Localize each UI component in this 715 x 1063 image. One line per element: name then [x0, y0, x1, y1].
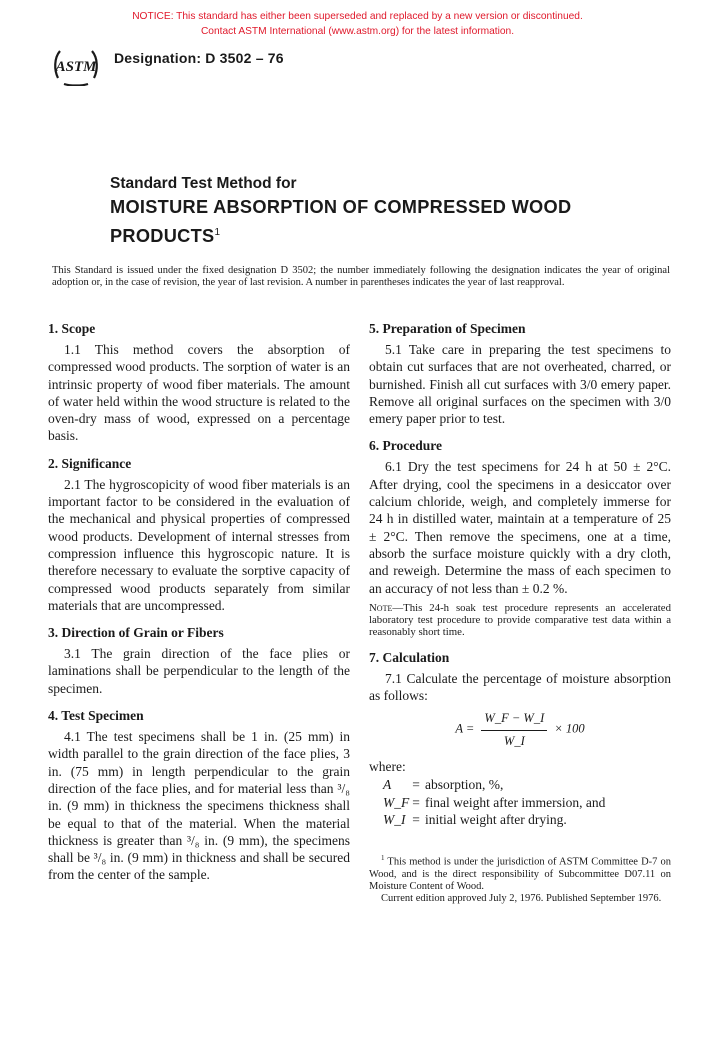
section-paragraph: 6.1 Dry the test specimens for 24 h at 50 ± 2°C. After drying, cool the specimens in a desiccator over calcium chloride, weigh, and completely immerse for 24 h in distilled water, maintain at a temperature of 25 ± 2°C. Then remove the specimens, one at a time, absorb the surface moisture quickly with a dry cloth, and reweigh. Determine the mass of each specimen to an accuracy of not less than ± 0.2 %.: [369, 459, 671, 596]
logo-text: ASTM: [55, 59, 97, 75]
formula-rhs: × 100: [554, 722, 585, 737]
note-label: Note: [369, 601, 393, 614]
superseded-notice: [0, 9, 715, 39]
section-paragraph: 2.1 The hygroscopicity of wood fiber materials is an important factor to be considered in the evaluation of the mechanical and physical properties of compressed wood products. Development of internal stresses from compression influence this hygroscopic nature. It is therefore necessary to evaluate the sorptive capacity of compressed wood products separately from similar materials that are uncompressed.: [48, 476, 350, 613]
variable-description: final weight after immersion, and: [425, 794, 606, 810]
designation: Designation: D 3502 – 76: [114, 50, 284, 66]
variable-symbol: W_I: [383, 811, 406, 827]
variable-row: [383, 776, 671, 793]
section-paragraph: 4.1 The test specimens shall be 1 in. (25 mm) in width parallel to the grain direction of the face plies, 3 in. (75 mm) in length perpendicular to the grain direction of the face plies, and for material less than ³/₈ in. (9 mm) in thickness the specimens thickness shall be equal to that of the material. When the material thickness is greater than ³/₈ in. (9 mm), the specimens shall be ³/₈ in. (9 mm) in thickness and shall be secured from the center of the sample.: [48, 729, 350, 883]
formula-lhs: A =: [455, 722, 475, 737]
procedure-note: [369, 602, 671, 639]
variable-symbol: W_F: [383, 794, 410, 810]
section-heading: 4. Test Specimen: [48, 708, 144, 724]
section-paragraph: 1.1 This method covers the absorption of compressed wood products. The sorption of water is an intrinsic property of wood fiber materials. The amount of water held within the wood structure is related to the oven-dry mass of wood, expressed on a percentage basis.: [48, 342, 350, 444]
note-text: —This 24-h soak test procedure represents an accelerated laboratory test procedure to provide comparative test data within a reasonably short time.: [369, 601, 671, 639]
section-scope: [48, 320, 350, 445]
absorption-formula: [369, 710, 671, 750]
section-paragraph: 3.1 The grain direction of the face plies or laminations shall be perpendicular to the length of the specimen.: [48, 646, 350, 696]
section-test-specimen: [48, 707, 350, 884]
section-significance: [48, 455, 350, 614]
left-column: [48, 320, 350, 894]
formula-fraction: [481, 710, 547, 750]
formula-numerator: W_F − W_I: [481, 710, 547, 730]
title-line-2: [110, 220, 571, 249]
preamble: This Standard is issued under the fixed designation D 3502; the number immediately following the designation indicates the year of original adoption or, in the case of revision, the year of last revision. A number in parentheses indicates the year of last reapproval.: [52, 265, 670, 288]
footnote-mark: 1: [381, 854, 385, 863]
title-footnote-mark: 1: [214, 227, 221, 238]
section-heading: 5. Preparation of Specimen: [369, 321, 526, 336]
section-preparation: [369, 320, 671, 427]
formula-denominator: W_I: [503, 733, 525, 748]
section-procedure: [369, 437, 671, 638]
notice-line-1: NOTICE: This standard has either been superseded and replaced by a new version or discontinued.: [132, 11, 583, 22]
astm-logo-icon: [52, 44, 100, 86]
section-heading: 7. Calculation: [369, 649, 450, 665]
where-label: where:: [369, 758, 406, 774]
variable-symbol: A: [383, 777, 392, 793]
title-prefix: Standard Test Method for: [110, 175, 297, 192]
footnote-text: [369, 852, 671, 893]
section-heading: 2. Significance: [48, 455, 132, 471]
right-column: [369, 320, 671, 905]
notice-line-2[interactable]: Contact ASTM International (www.astm.org) for the latest information.: [200, 26, 515, 37]
footnote-body: This method is under the jurisdiction of ASTM Committee D-7 on Wood, and is the direct responsibility of Subcommittee D07.11 on Moisture Content of Wood.: [369, 856, 672, 893]
variable-row: [383, 794, 671, 811]
section-heading: 3. Direction of Grain or Fibers: [48, 625, 224, 641]
variable-row: [383, 811, 671, 828]
variable-equals: =: [412, 777, 420, 793]
title-line-1: MOISTURE ABSORPTION OF COMPRESSED WOOD: [110, 197, 572, 217]
section-direction: [48, 624, 350, 697]
variable-equals: =: [412, 811, 420, 827]
section-paragraph: 5.1 Take care in preparing the test specimens to obtain cut surfaces that are not overheated, charred, or burnished. Finish all cut surfaces with 3/0 emery paper. Remove all original surfaces on the specimen with 3/0 emery paper prior to test.: [369, 342, 671, 427]
variable-description: absorption, %,: [425, 777, 504, 793]
document-title: [110, 173, 571, 249]
section-heading: 1. Scope: [48, 321, 96, 336]
variable-description: initial weight after drying.: [425, 811, 567, 827]
section-calculation: [369, 649, 671, 828]
section-paragraph: 7.1 Calculate the percentage of moisture absorption as follows:: [369, 670, 671, 704]
section-heading: 6. Procedure: [369, 438, 442, 454]
footnote-edition: Current edition approved July 2, 1976. Published September 1976.: [381, 893, 662, 905]
variable-equals: =: [412, 794, 420, 810]
title-line-2-text: PRODUCTS: [110, 226, 215, 247]
footnote: [369, 852, 671, 905]
variable-list: [383, 776, 671, 828]
